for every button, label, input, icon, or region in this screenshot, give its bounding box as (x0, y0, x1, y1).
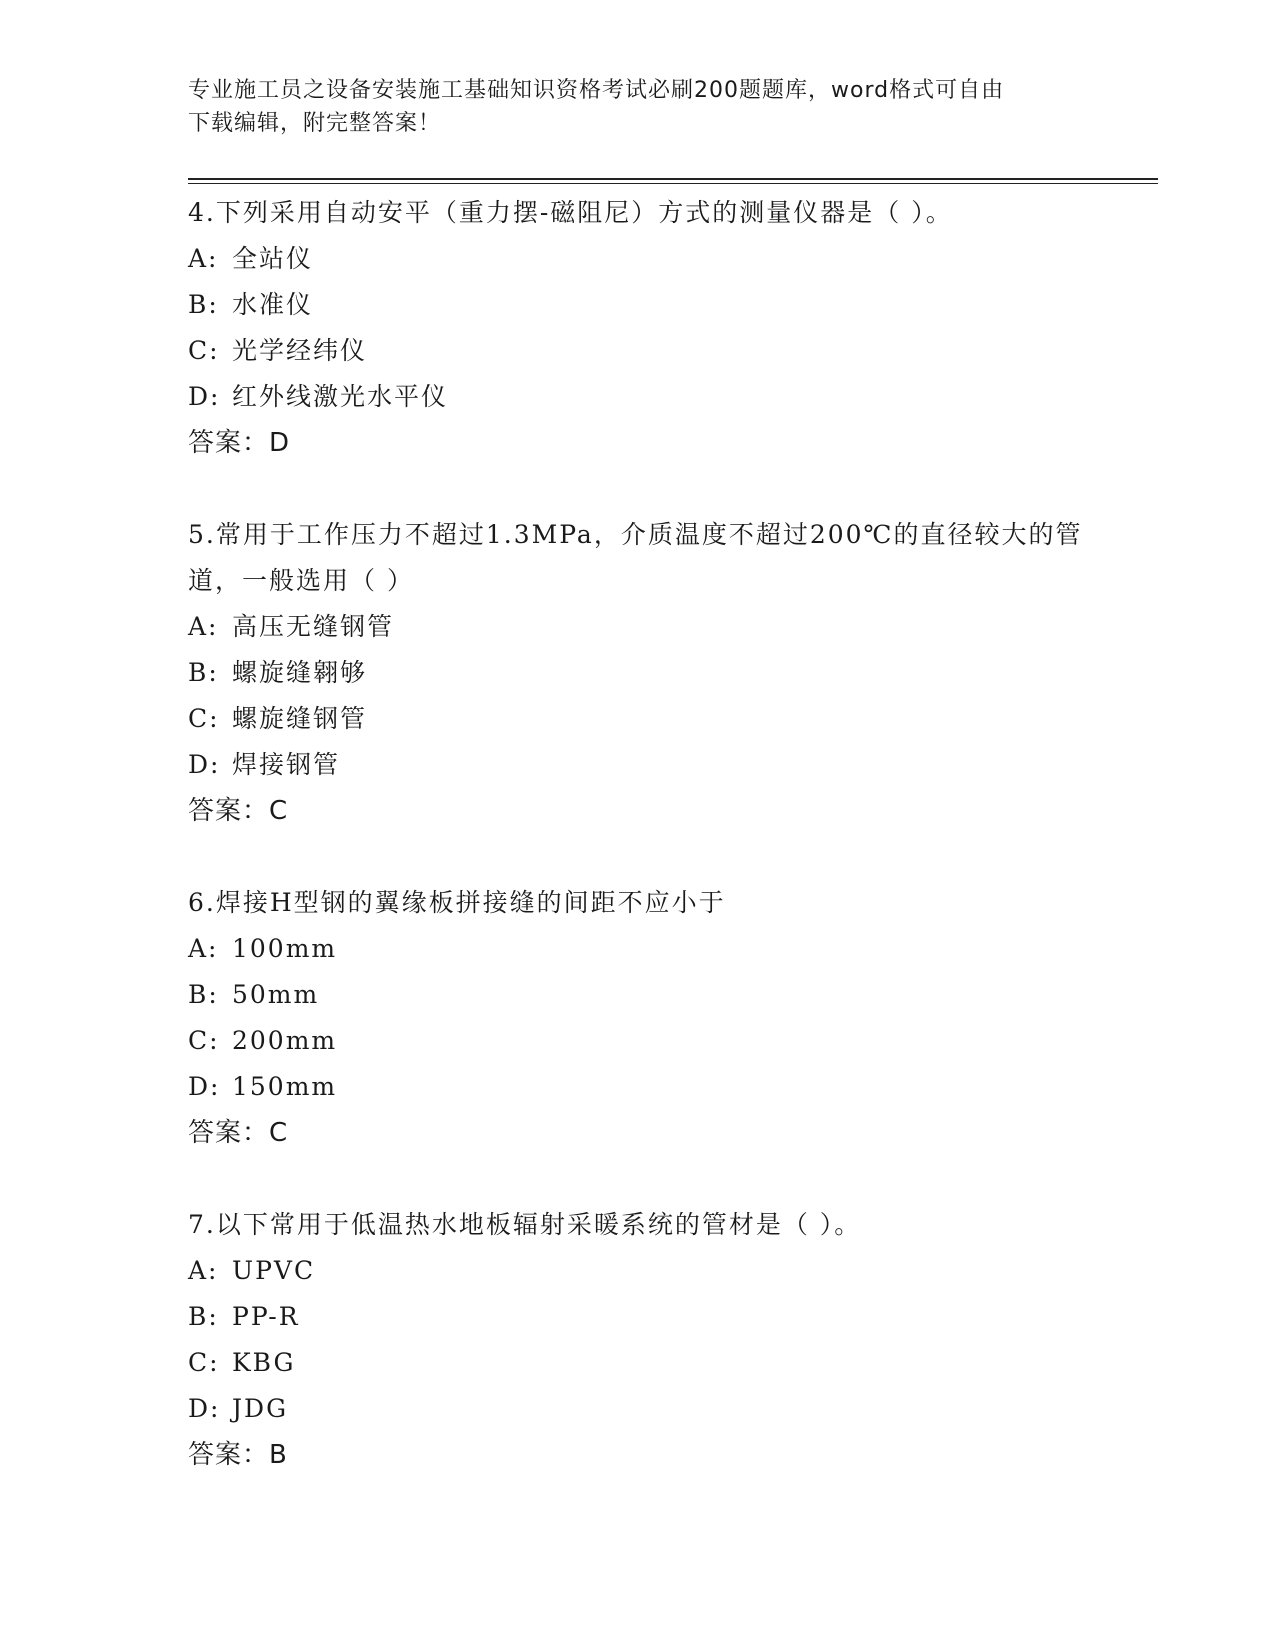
header-divider-thin (188, 183, 1158, 184)
header-divider-thick (188, 178, 1158, 180)
option-text: 红外线激光水平仪 (232, 382, 449, 411)
question-item (188, 190, 1088, 466)
option-c (188, 696, 1088, 742)
option-text: PP-R (232, 1302, 300, 1331)
option-letter: C: (188, 1348, 220, 1377)
option-letter: D: (188, 750, 221, 779)
answer-line: 答案：C (188, 1118, 289, 1148)
question-stem: 6.焊接H型钢的翼缘板拼接缝的间距不应小于 (188, 888, 726, 917)
option-c (188, 1340, 1088, 1386)
option-letter: C: (188, 704, 220, 733)
option-letter: B: (188, 980, 219, 1009)
option-text: 100mm (232, 934, 338, 963)
option-letter: A: (188, 612, 219, 641)
answer-line: 答案：B (188, 1440, 288, 1470)
option-letter: A: (188, 244, 219, 273)
question-item (188, 1202, 1088, 1478)
option-d (188, 742, 1088, 788)
option-text: 150mm (232, 1072, 338, 1101)
document-header (188, 74, 1068, 140)
question-list (188, 190, 1088, 1524)
question-item (188, 512, 1088, 834)
question-stem: 4.下列采用自动安平（重力摆-磁阻尼）方式的测量仪器是（ ）。 (188, 198, 953, 227)
header-line-2: 下载编辑，附完整答案！ (188, 111, 442, 136)
option-a (188, 604, 1088, 650)
option-text: 螺旋缝翱够 (232, 658, 368, 687)
option-letter: B: (188, 290, 219, 319)
question-stem: 5.常用于工作压力不超过1.3MPa，介质温度不超过200℃的直径较大的管道，一般选用（ ） (188, 520, 1083, 595)
answer-line: 答案：D (188, 428, 291, 458)
option-text: 50mm (232, 980, 320, 1009)
question-stem: 7.以下常用于低温热水地板辐射采暖系统的管材是（ ）。 (188, 1210, 862, 1239)
option-d (188, 1386, 1088, 1432)
option-b (188, 282, 1088, 328)
option-letter: C: (188, 336, 220, 365)
option-text: 全站仪 (232, 244, 314, 273)
option-text: 水准仪 (232, 290, 314, 319)
option-a (188, 236, 1088, 282)
option-letter: A: (188, 1256, 219, 1285)
option-c (188, 1018, 1088, 1064)
option-a (188, 926, 1088, 972)
option-a (188, 1248, 1088, 1294)
option-text: KBG (232, 1348, 296, 1377)
option-letter: B: (188, 658, 219, 687)
option-letter: D: (188, 382, 221, 411)
option-text: 200mm (232, 1026, 338, 1055)
option-letter: C: (188, 1026, 220, 1055)
option-d (188, 1064, 1088, 1110)
header-line-1: 专业施工员之设备安装施工基础知识资格考试必刷200题题库，word格式可自由 (188, 78, 1005, 103)
option-text: 高压无缝钢管 (232, 612, 395, 641)
option-letter: D: (188, 1072, 221, 1101)
option-letter: D: (188, 1394, 221, 1423)
option-letter: B: (188, 1302, 219, 1331)
option-text: UPVC (232, 1256, 316, 1285)
question-item (188, 880, 1088, 1156)
option-d (188, 374, 1088, 420)
option-b (188, 650, 1088, 696)
option-text: 焊接钢管 (232, 750, 341, 779)
option-b (188, 972, 1088, 1018)
option-letter: A: (188, 934, 219, 963)
option-text: 光学经纬仪 (232, 336, 368, 365)
option-text: JDG (232, 1394, 289, 1423)
option-text: 螺旋缝钢管 (232, 704, 368, 733)
option-c (188, 328, 1088, 374)
option-b (188, 1294, 1088, 1340)
answer-line: 答案：C (188, 796, 289, 826)
